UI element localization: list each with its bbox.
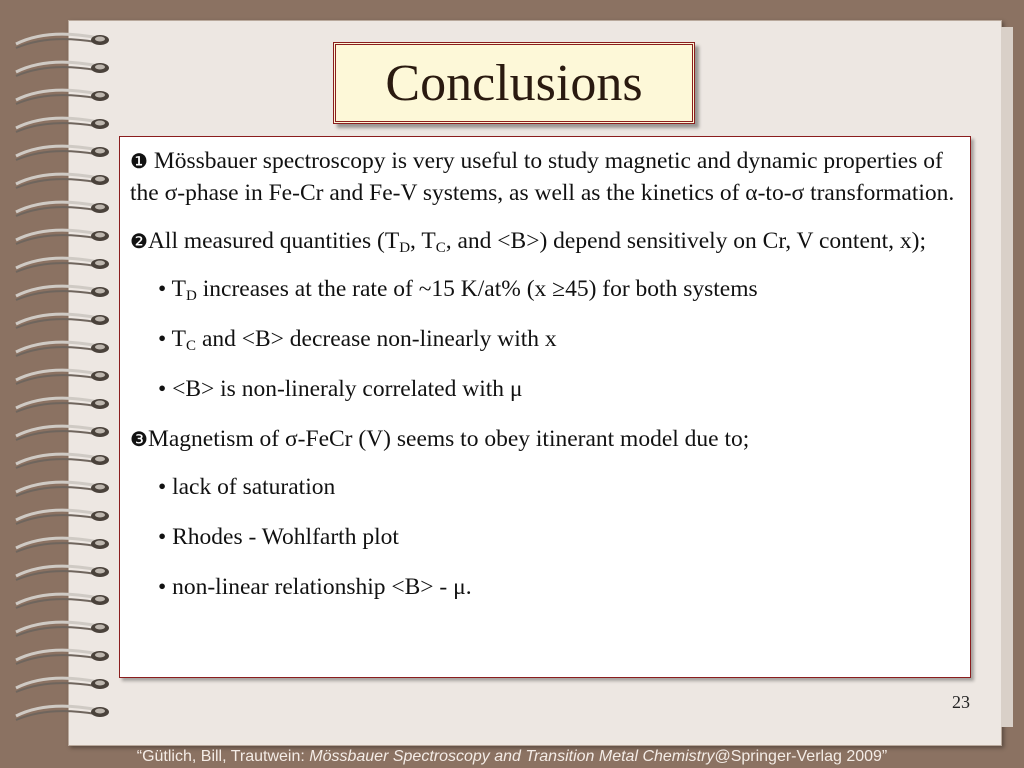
- conclusion-2: [130, 225, 960, 257]
- citation-footer: [0, 748, 1024, 766]
- bullet-td-a: • T: [158, 276, 187, 302]
- conclusion-3: [130, 423, 960, 455]
- conclusion-3-text: Magnetism of σ-FeCr (V) seems to obey itinerant model due to;: [147, 426, 750, 452]
- title-box: [333, 42, 695, 124]
- conclusion-1-text: Mössbauer spectroscopy is very useful to study magnetic and dynamic properties of the σ-phase in Fe-Cr and Fe-V systems, as well as the kinetics of α-to-σ transformation.: [130, 148, 955, 206]
- footer-book-title: Mössbauer Spectroscopy and Transition Metal Chemistry: [309, 748, 715, 765]
- conclusion-2-text-b: , T: [410, 228, 436, 254]
- subscript-c: C: [435, 240, 446, 256]
- bullet-nonlinear: • non-linear relationship <B> - μ.: [158, 574, 472, 600]
- conclusion-1: [130, 145, 960, 209]
- bullet-saturation: • lack of saturation: [158, 474, 336, 500]
- conclusion-2-text-a: All measured quantities (T: [147, 228, 400, 254]
- number-3-icon: ❸: [130, 427, 148, 451]
- bullet-td-b: increases at the rate of ~15 K/at% (x ≥45) for both systems: [196, 276, 758, 302]
- number-2-icon: ❷: [130, 229, 148, 253]
- subscript-d: D: [186, 288, 197, 304]
- bullet-tc-b: and <B> decrease non-linearly with x: [196, 326, 557, 352]
- number-1-icon: ❶: [130, 149, 148, 173]
- slide-title: Conclusions: [385, 54, 643, 112]
- bullet-rhodes-wohlfarth: • Rhodes - Wohlfarth plot: [158, 524, 399, 550]
- bullet-tc-a: • T: [158, 326, 187, 352]
- footer-publisher: @Springer-Verlag 2009”: [714, 748, 888, 765]
- subscript-c: C: [186, 338, 197, 354]
- bullet-b-mu: • <B> is non-lineraly correlated with μ: [158, 376, 523, 402]
- page-number: 23: [952, 692, 970, 712]
- content-box: [119, 136, 971, 678]
- conclusion-2-text-c: , and <B>) depend sensitively on Cr, V content, x);: [445, 228, 927, 254]
- bullet-tc: [158, 323, 960, 355]
- footer-authors: “Gütlich, Bill, Trautwein:: [136, 748, 310, 765]
- subscript-d: D: [399, 240, 411, 256]
- spiral-binding: [8, 30, 118, 730]
- bullet-td: [158, 273, 960, 305]
